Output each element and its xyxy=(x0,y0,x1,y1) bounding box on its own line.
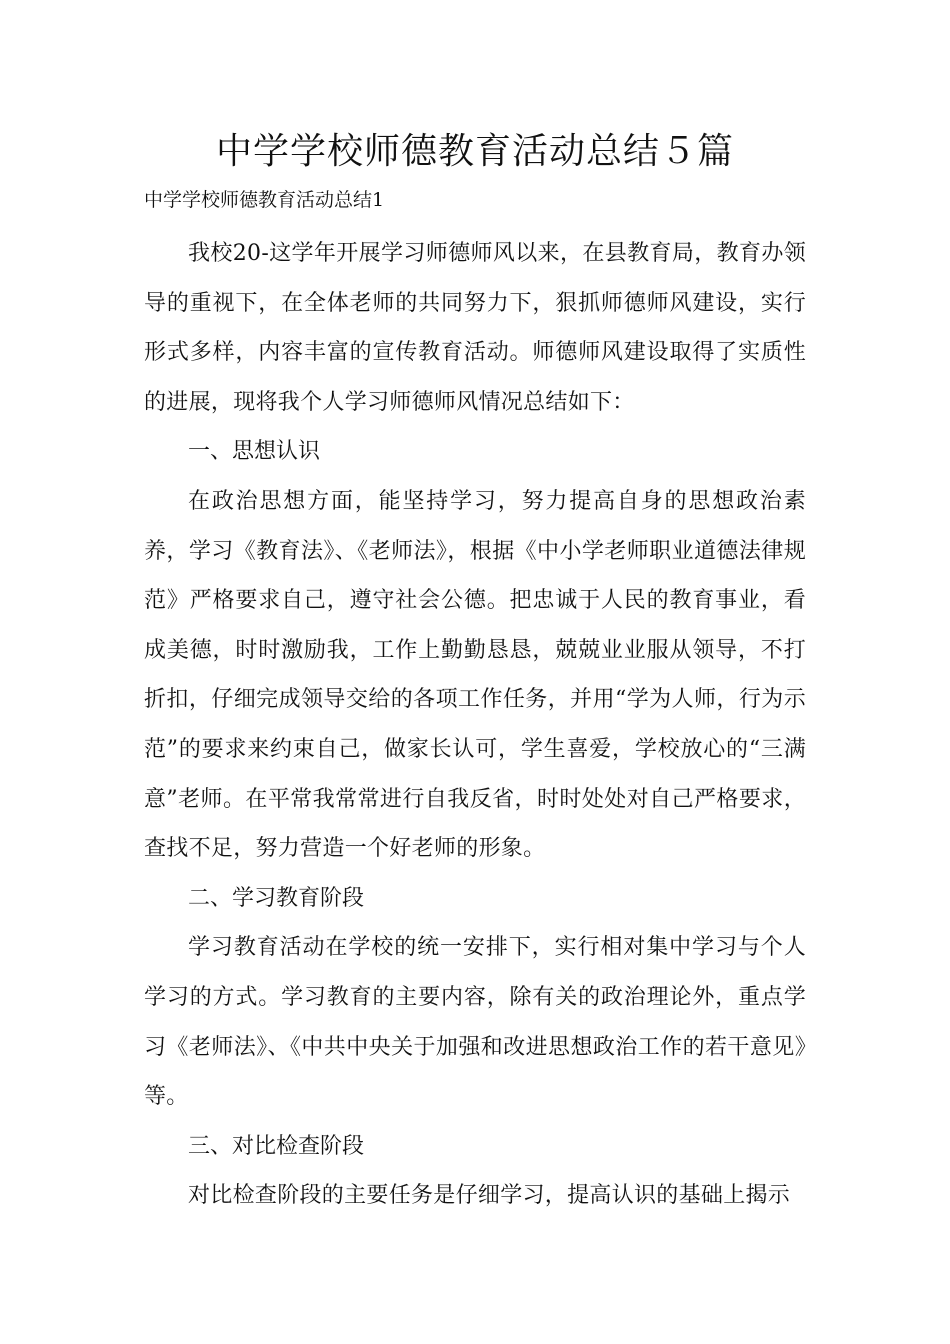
paragraph-intro: 我校20-这学年开展学习师德师风以来，在县教育局，教育办领导的重视下，在全体老师的共同努力下，狠抓师德师风建设，实行形式多样，内容丰富的宣传教育活动。师德师风建设取得了实质性的进展，现将我个人学习师德师风情况总结如下： xyxy=(144,241,806,415)
heading-ideology: 一、思想认识 xyxy=(188,439,321,465)
heading-study-stage: 二、学习教育阶段 xyxy=(188,885,365,911)
section-subtitle: 中学学校师德教育活动总结1 xyxy=(144,189,385,211)
document-title: 中学学校师德教育活动总结５篇 xyxy=(215,131,734,172)
heading-comparison-stage: 三、对比检查阶段 xyxy=(188,1133,365,1159)
paragraph-comparison-stage: 对比检查阶段的主要任务是仔细学习，提高认识的基础上揭示 xyxy=(188,1183,791,1209)
paragraph-ideology: 在政治思想方面，能坚持学习，努力提高自身的思想政治素养，学习《教育法》、《老师法》，根据《中小学老师职业道德法律规范》严格要求自己，遵守社会公德。把忠诚于人民的教育事业，看成美德，时时激励我，工作上勤勤恳恳，兢兢业业服从领导，不打折扣，仔细完成领导交给的各项工作任务，并用“学为人师，行为示范”的要求来约束自己，做家长认可，学生喜爱，学校放心的“三满意”老师。在平常我常常进行自我反省，时时处处对自己严格要求，查找不足，努力营造一个好老师的形象。 xyxy=(144,488,806,862)
document-body xyxy=(144,229,806,1221)
paragraph-study-stage: 学习教育活动在学校的统一安排下，实行相对集中学习与个人学习的方式。学习教育的主要内容，除有关的政治理论外，重点学习《老师法》、《中共中央关于加强和改进思想政治工作的若干意见》等。 xyxy=(144,935,806,1110)
